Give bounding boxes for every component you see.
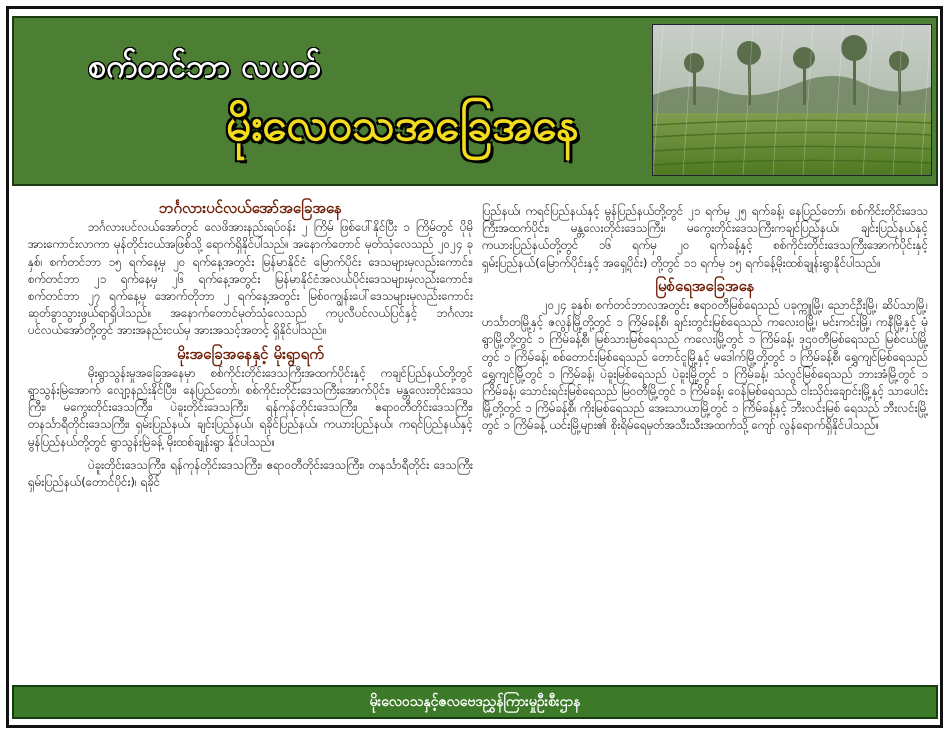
bay-of-bengal-section-title: ဘင်္ဂလားပင်လယ်အော်အခြေအနေ <box>159 199 342 217</box>
department-credit-footer: မိုးလေဝသနှင့်ဇလဗေဒညွှန်ကြားမှုဦးစီးဌာန <box>12 685 938 719</box>
rainfall-paragraph-2: ပဲခူးတိုင်းဒေသကြီး၊ ရန်ကုန်တိုင်းဒေသကြီး၊ ဧရာဝတီတိုင်းဒေသကြီး၊ တနင်္သာရီတိုင်း ဒေသကြီးရှမ်းပြည်နယ်(တောင်ပိုင်း)၊ ရခိုင် <box>28 457 473 490</box>
rice-field-rain-photo <box>652 24 932 176</box>
rainfall-section-title: မိုးအခြေအနေနှင့် မိုးရွာရက် <box>177 344 324 363</box>
bay-of-bengal-paragraph: ဘင်္ဂလားပင်လယ်အော်တွင် လေဖိအားနည်းရပ်ဝန်း ၂ ကြိမ် ဖြစ်ပေါ်နိုင်ပြီး ၁ ကြိမ်တွင် ပိုမိုအားကောင်းလာကာ မုန်တိုင်းငယ်အဖြစ်သို့ ရောက်ရှိနိုင်ပါသည်။ အနောက်တောင် မုတ်သုံလေသည် ၂၀၂၄ ခုနှစ်၊ စက်တင်ဘာ ၁၅ ရက်နေ့မှ ၂၀ ရက်နေ့အတွင်း မြန်မာနိုင်ငံ မြောက်ပိုင်း ဒေသများမှလည်းကောင်း၊ စက်တင်ဘာ ၂၁ ရက်နေ့မှ ၂၆ ရက်နေ့အတွင်း မြန်မာနိုင်ငံအလယ်ပိုင်းဒေသများမှလည်းကောင်း၊ စက်တင်ဘာ ၂၇ ရက်နေ့မှ အောက်တိုဘာ ၂ ရက်နေ့အတွင်း မြစ်ဝကျွန်းပေါ်ဒေသများမှလည်းကောင်း ဆုတ်ခွာသွားဖွယ်ရာရှိပါသည်။ အနောက်တောင်မုတ်သုံလေသည် ကပ္ပလီပင်လယ်ပြင်နှင့် ဘင်္ဂလားပင်လယ်အော်တို့တွင် အားအနည်းငယ်မှ အားအသင့်အတင့် ရှိနိုင်ပါသည်။ <box>28 220 473 338</box>
right-column <box>482 203 928 441</box>
left-column <box>28 200 473 497</box>
issue-kicker: စက်တင်ဘာ လပတ် <box>88 47 321 85</box>
river-level-paragraph: ၂၀၂၄ ခုနှစ်၊ စက်တင်ဘာလအတွင်း ဧရာဝတီမြစ်ရေသည် ပခုက္ကူမြို့၊ ညောင်ဦးမြို့၊ ဆိပ်သာမြို့၊ ဟင်္သာတမြို့နှင့် ဇလွန်မြို့တို့တွင် ၁ ကြိမ်ခန့်စီ၊ ချင်းတွင်းမြစ်ရေသည် ကလေးဝမြို့၊ မင်းကင်းမြို့၊ ကနီမြို့နှင့် မုံရွာမြို့တို့တွင် ၁ ကြိမ်ခန့်စီ၊ မြစ်သားမြစ်ရေသည် ကလေးမြို့တွင် ၁ ကြိမ်ခန့်၊ ဒုဌဝတီမြစ်ရေသည် မြစ်ငယ်မြို့တွင် ၁ ကြိမ်ခန့်၊ စစ်တောင်းမြစ်ရေသည် တောင်ငူမြို့နှင့် မဒေါက်မြို့တို့တွင် ၁ ကြိမ်ခန့်စီ၊ ရွှေကျင်မြစ်ရေသည် ရွှေကျင်မြို့တွင် ၁ ကြိမ်ခန့်၊ ပဲခူးမြစ်ရေသည် ပဲခူးမြို့တွင် ၁ ကြိမ်ခန့်၊ သံလွင်မြစ်ရေသည် ဘားအံမြို့တွင် ၁ ကြိမ်ခန့်၊ သောင်းရင်းမြစ်ရေသည် မြဝတီမြို့တွင် ၁ ကြိမ်ခန့်၊ ဝေန်မြစ်ရေသည် ငါးသိုင်းချောင်းမြို့နှင့် သာပေါင်းမြို့တို့တွင် ၁ ကြိမ်ခန့်စီ၊ ကိုးမြစ်ရေသည် အေးသာယာမြို့တွင် ၁ ကြိမ်ခန့်နှင့် ဘီးလင်းမြစ် ရေသည် ဘီးလင်းမြို့တွင် ၁ ကြိမ်ခန့် ယင်းမြို့များ၏ စိုးရိမ်ရေမှတ်အသီးသီးအထက်သို့ ကျော် လွန်ရောက်ရှိနိုင်ပါသည်။ <box>482 298 928 433</box>
river-level-section-title: မြစ်ရေအခြေအနေ <box>655 276 755 295</box>
rainfall-paragraph-1: မိုးရွာသွန်းမှုအခြေအနေမှာ စစ်ကိုင်းတိုင်းဒေသကြီးအထက်ပိုင်းနှင့် ကချင်ပြည်နယ်တို့တွင် ရွာသွန်းမြဲအောက် လျော့နည်းနိုင်ပြီး၊ နေပြည်တော်၊ စစ်ကိုင်းတိုင်းဒေသကြီးအောက်ပိုင်း၊ မန္တလေးတိုင်းဒေသကြီး၊ မကွေးတိုင်းဒေသကြီး၊ ပဲခူးတိုင်းဒေသကြီး၊ ရန်ကုန်တိုင်းဒေသကြီး၊ ဧရာဝတီတိုင်းဒေသကြီး၊ တနင်္သာရီတိုင်းဒေသကြီး၊ ရှမ်းပြည်နယ်၊ ချင်းပြည်နယ်၊ ရခိုင်ပြည်နယ်၊ ကယားပြည်နယ်၊ ကရင်ပြည်နယ်နှင့် မွန်ပြည်နယ်တို့တွင် ရွာသွန်းမြဲခန့် မိုးထစ်ချုန်းရွာ နိုင်ပါသည်။ <box>28 365 473 449</box>
rainfall-continuation-paragraph: ပြည်နယ်၊ ကရင်ပြည်နယ်နှင့် မွန်ပြည်နယ်တို့တွင် ၂၁ ရက်မှ ၂၅ ရက်ခန့်၊ နေပြည်တော်၊ စစ်ကိုင်းတိုင်းဒေသကြီးအထက်ပိုင်း၊ မန္တလေးတိုင်းဒေသကြီး၊ မကွေးတိုင်းဒေသကြီးကချင်ပြည်နယ်၊ ချင်းပြည်နယ်နှင့် ကယားပြည်နယ်တို့တွင် ၁၆ ရက်မှ ၂၀ ရက်ခန့်နှင့် စစ်ကိုင်းတိုင်းဒေသကြီးအောက်ပိုင်းနှင့် ရှမ်းပြည်နယ်(မြောက်ပိုင်းနှင့် အရှေ့ပိုင်း) တို့တွင် ၁၁ ရက်မှ ၁၅ ရက်ခန့်မိုးထစ်ချုန်းရွာနိုင်ပါသည်။ <box>482 204 928 270</box>
page-headline: မိုးလေဝသအခြေအနေ <box>226 100 580 151</box>
